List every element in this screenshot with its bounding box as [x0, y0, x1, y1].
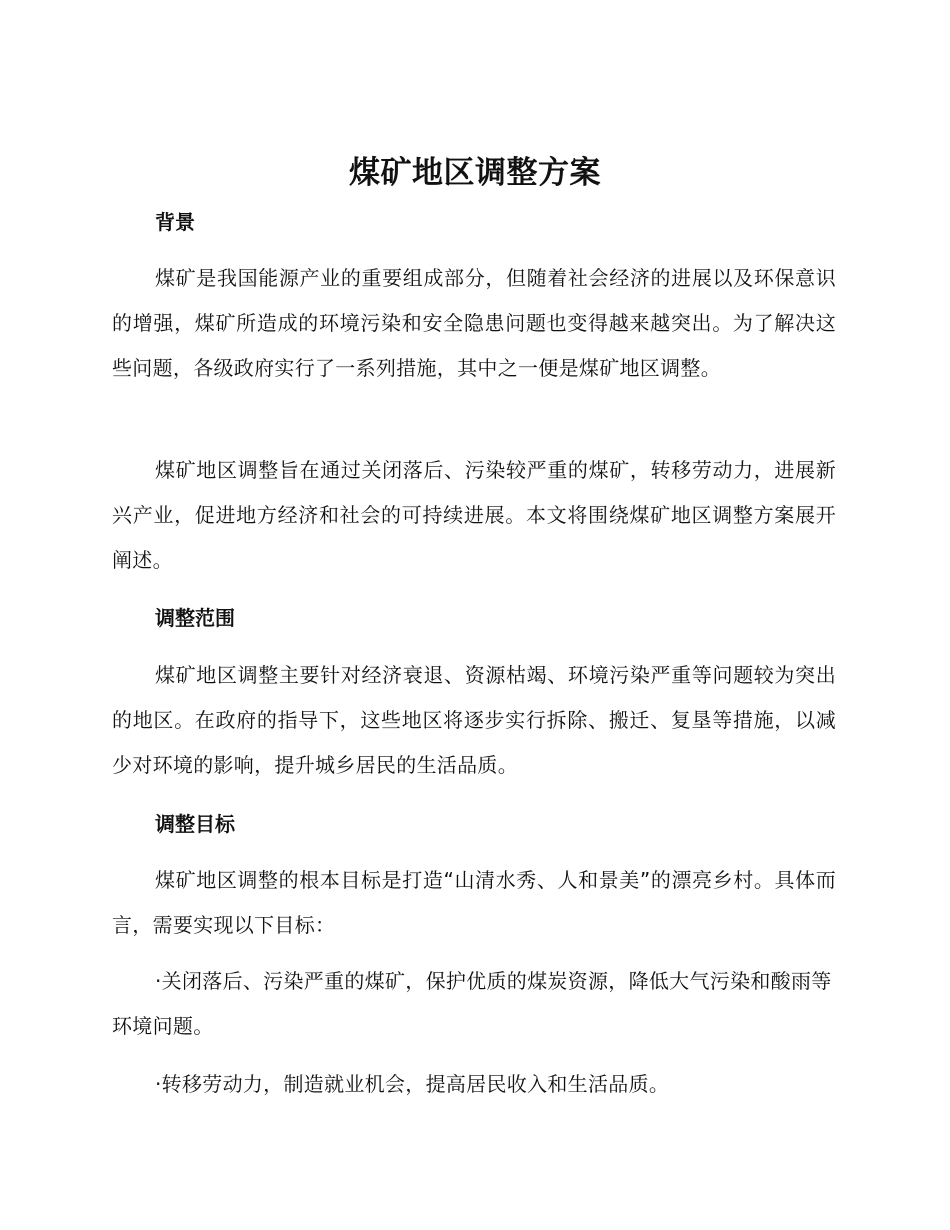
bullet-text: 转移劳动力，制造就业机会，提高居民收入和生活品质。: [161, 1072, 670, 1096]
bullet-symbol: ·: [155, 1072, 162, 1096]
section-heading-background: 背景: [155, 210, 195, 234]
paragraph-scope-1: 煤矿地区调整主要针对经济衰退、资源枯竭、环境污染严重等问题较为突出的地区。在政府的指导下，这些地区将逐步实行拆除、搬迁、复垦等措施，以减少对环境的影响，提升城乡居民的生活品质。: [112, 663, 836, 777]
paragraph-goals-1: 煤矿地区调整的根本目标是打造“山清水秀、人和景美”的漂亮乡村。具体而言，需要实现以下目标：: [112, 868, 836, 937]
section-heading-goals: 调整目标: [155, 812, 235, 836]
document-title: 煤矿地区调整方案: [349, 155, 601, 191]
paragraph-background-1: 煤矿是我国能源产业的重要组成部分，但随着社会经济的进展以及环保意识的增强，煤矿所造成的环境污染和安全隐患问题也变得越来越突出。为了解决这些问题，各级政府实行了一系列措施，其中之一便是煤矿地区调整。: [112, 266, 836, 380]
bullet-text: 关闭落后、污染严重的煤矿，保护优质的煤炭资源，降低大气污染和酸雨等环境问题。: [112, 969, 832, 1038]
bullet-item-2: [112, 1062, 836, 1107]
paragraph-background-2: 煤矿地区调整旨在通过关闭落后、污染较严重的煤矿，转移劳动力，进展新兴产业，促进地方经济和社会的可持续进展。本文将围绕煤矿地区调整方案展开阐述。: [112, 458, 836, 572]
bullet-item-1: [112, 959, 836, 1049]
section-heading-scope: 调整范围: [155, 606, 235, 630]
bullet-symbol: ·: [155, 969, 162, 993]
